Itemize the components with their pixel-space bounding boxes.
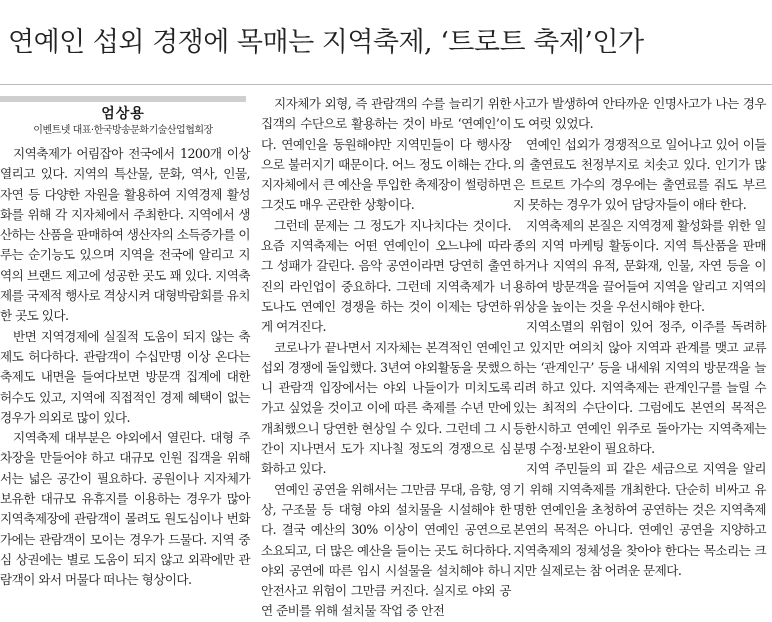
- article-column-1: [0, 96, 250, 591]
- paragraph: 지자체가 외형, 즉 관람객의 수를 늘리기 위한 집객의 수단으로 활용하는 것이 바로 ‘연예인’이다. 연예인을 동원해야만 지역민들이 다 행사장으로 불러지기 때문이다. 어느 정도 이해는 간다. 지자체에서 큰 예산을 투입한 축제장이 썰렁하면 그것도 매우 곤란한 상황이다.: [261, 96, 511, 213]
- paragraph: 연예인 공연을 위해서는 그만큼 무대, 음향, 영상, 구조물 등 대형 야외 설치물을 시설해야 한다. 결국 예산의 30% 이상이 연예인 공연으로 소요되고, 더 많은 예산을 들이는 곳도 허다하다. 야외 공연에 따른 임시 시설물을 설치해야 하니 안전사고 위험이 그만큼 커진다. 실지로 야외 공연 준비를 위해 설치물 작업 중 안전: [261, 481, 511, 619]
- paragraph: 지역축제 대부분은 야외에서 열린다. 대형 주차장을 만들어야 하고 대규모 인원 집객을 위해서는 넓은 공간이 필요하다. 공원이나 지자체가 보유한 대규모 유휴지를 이용하는 경우가 많아 지역축제장에 관람객이 몰려도 원도심이나 번화가에는 관람객이 모이는 경우가 드물다. 지역 중심 상권에는 별로 도움이 되지 않고 외곽에만 관람객이 와서 머물다 떠나는 형상이다.: [0, 430, 250, 588]
- author-title: 이벤트넷 대표·한국방송문화기술산업협회장: [33, 125, 213, 136]
- paragraph: 그런데 문제는 그 정도가 지나치다는 것이다. 요즘 지역축제는 어떤 연예인이 오느냐에 따라 그 성패가 갈린다. 음악 공연이라면 당연히 출연진의 라인업이 중요하다. 그런데 지역축제가 너도나도 연예인 경쟁을 하는 것이 이제는 당연하게 여겨진다.: [261, 217, 511, 335]
- headline: 연예인 섭외 경쟁에 목매는 지역축제, ‘트로트 축제’인가: [8, 27, 644, 58]
- headline-divider: [0, 84, 772, 85]
- article-column-2: [261, 94, 511, 619]
- paragraph: 지역 주민들의 피 같은 세금으로 지역을 알리기 위해 지역축제를 개최한다. 단순히 비싸고 유명한 연예인을 초청하여 공연하는 것은 지역축제 본연의 목적은 아니다. 연예인 공연을 지양하고 지역축제의 정체성을 찾아야 한다는 목소리는 크지만 실제로는 참 어려운 문제다.: [513, 461, 766, 578]
- article-column-3: [513, 94, 766, 589]
- author-name: 엄상용: [101, 106, 145, 122]
- paragraph: 연예인 섭외가 경쟁적으로 일어나고 있어 이들의 출연료도 천정부지로 치솟고 있다. 인기가 많은 트로트 가수의 경우에는 출연료를 줘도 부르지 못하는 경우가 있어 담당자들이 애타 한다.: [513, 136, 766, 213]
- paragraph: 반면 지역경제에 실질적 도움이 되지 않는 축제도 허다하다. 관람객이 수십만명 이상 온다는 축제도 내면을 들여다보면 방문객 집계에 대한 허수도 있고, 지역에 직접적인 경제 혜택이 없는 경우가 의외로 많이 있다.: [0, 328, 250, 425]
- paragraph: 코로나가 끝나면서 지자체는 본격적인 연예인 섭외 경쟁에 돌입했다. 3년여 야외활동을 못했으니 관람객 입장에서는 야외 나들이가 미치도록 가고 싶었을 것이고 이에 따른 축제를 수년 만에 개최했으니 당연한 현상일 수 있다. 그런데 그 시간이 지나면서 도가 지나칠 정도의 경쟁으로 심화하고 있다.: [261, 339, 511, 477]
- paragraph: 지역축제의 본질은 지역경제 활성화를 위한 일종의 지역 마케팅 활동이다. 지역 특산품을 판매하거나 지역의 유적, 문화재, 인물, 자연 등을 이용하여 방문객을 끌어들여 지역을 알리고 지역의 위상을 높이는 것을 우선시해야 한다.: [513, 217, 766, 314]
- byline-box: [0, 96, 246, 138]
- paragraph: 지역소멸의 위험이 있어 정주, 이주를 독려하고 있지만 여의치 않아 지역과 관계를 맺고 교류하는 ‘관계인구’ 등을 내세워 지역의 방문객을 늘리려 하고 있다. 지역축제는 관계인구를 늘릴 수 있는 최적의 수단이다. 그럼에도 본연의 목적은 등한시하고 연예인 위주로 돌아가는 지역축제는 분명 수정·보완이 필요하다.: [513, 319, 766, 457]
- paragraph: 사고가 발생하여 안타까운 인명사고가 나는 경우도 여럿 있었다.: [513, 96, 766, 132]
- paragraph: 지역축제가 어림잡아 전국에서 1200개 이상 열리고 있다. 지역의 특산물, 문화, 역사, 인물, 자연 등 다양한 자원을 활용하여 지역경제 활성화를 위해 각 지자체에서 주최한다. 지역에서 생산하는 산품을 판매하여 생산자의 소득증가를 이루는 순기능도 있으며 지역을 전국에 알리고 지역의 브랜드 제고에 성공한 곳도 꽤 있다. 지역축제를 국제적 행사로 격상시켜 대형박람회를 유치한 곳도 있다.: [0, 146, 250, 324]
